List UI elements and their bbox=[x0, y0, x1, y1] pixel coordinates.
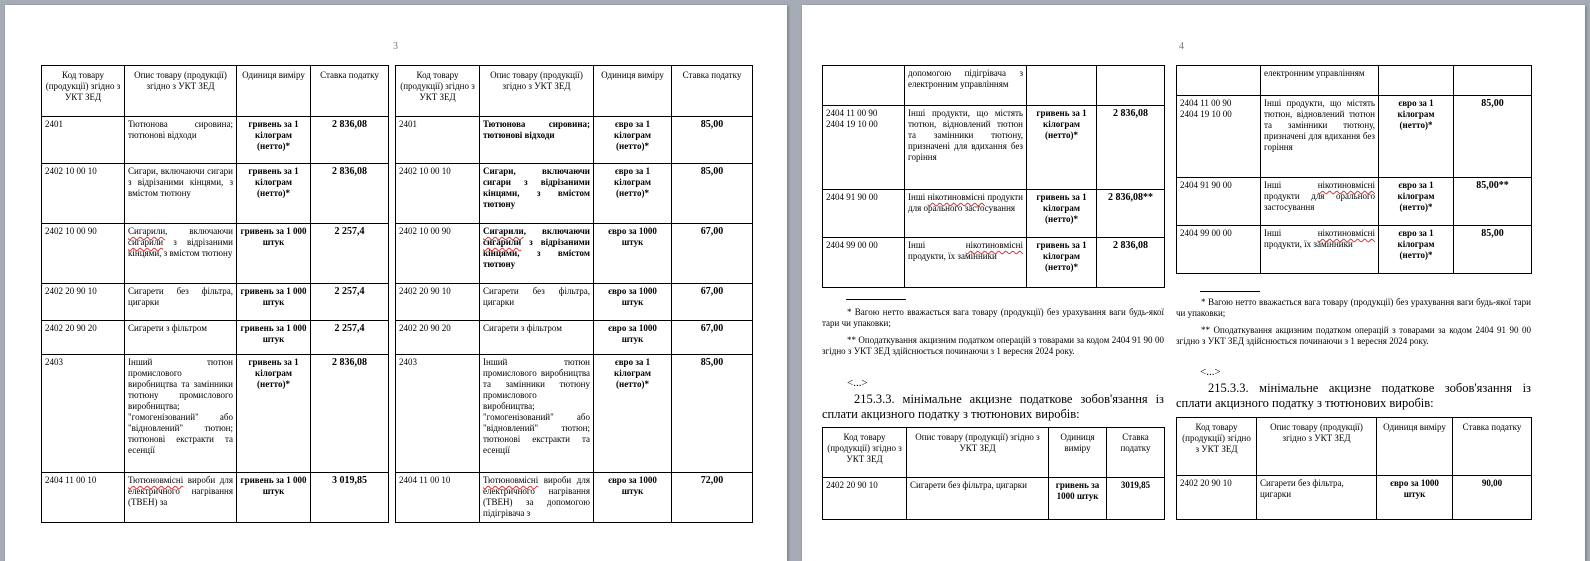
tax-rate-table-uah-continued bbox=[822, 65, 1165, 288]
table-row bbox=[1177, 66, 1532, 96]
cell-description: Сигарети без фільтра, цигарки bbox=[480, 284, 594, 321]
table-row bbox=[396, 321, 753, 355]
cell-unit: гривень за 1 кілограм (нетто)* bbox=[1027, 190, 1097, 238]
cell-rate: 72,00 bbox=[672, 473, 753, 523]
cell-description: Інші нікотиновмісні продукти для орального застосування bbox=[905, 190, 1027, 238]
cell-code: 2402 20 90 10 bbox=[396, 284, 480, 321]
cell-code: 2402 10 00 90 bbox=[396, 224, 480, 284]
header-rate: Ставка податку bbox=[1107, 428, 1165, 478]
ellipsis-marker: <...> bbox=[847, 377, 868, 389]
table-row bbox=[42, 355, 389, 473]
table-row bbox=[396, 473, 753, 523]
cell-rate: 67,00 bbox=[672, 321, 753, 355]
cell-rate: 2 836,08 bbox=[311, 355, 389, 473]
table-row bbox=[823, 478, 1165, 520]
cell-description: Інший тютюн промислового виробництва та замінники тютюну промислового виробництва; "гомогенізований" або "відновлений" тютюн; тютюнові екстракти та есенції bbox=[480, 355, 594, 473]
cell-rate: 67,00 bbox=[672, 284, 753, 321]
table-row bbox=[42, 473, 389, 523]
cell-rate: 90,00 bbox=[1453, 476, 1532, 520]
cell-description: Сигарили, включаючи сигарили з відрізаними кінцями, з вмістом тютюну bbox=[480, 224, 594, 284]
footnote-net-weight: * Вагою нетто вважається вага товару (продукції) без урахування ваги будь-якої тари чи упаковки; bbox=[1176, 297, 1531, 318]
cell-unit: гривень за 1 кілограм (нетто)* bbox=[237, 164, 311, 224]
cell-unit: євро за 1000 штук bbox=[594, 224, 672, 284]
cell-code: 2404 91 90 00 bbox=[823, 190, 905, 238]
cell-description: Сигарети без фільтра, цигарки bbox=[1257, 476, 1377, 520]
cell-unit: гривень за 1 000 штук bbox=[237, 284, 311, 321]
cell-unit: євро за 1 кілограм (нетто)* bbox=[594, 117, 672, 164]
cell-description: Інші нікотиновмісні продукти, їх замінники bbox=[905, 238, 1027, 288]
document-page-3 bbox=[5, 5, 787, 561]
cell-code: 2404 11 00 10 bbox=[42, 473, 125, 523]
cell-description: Тютюновмісні вироби для електричного нагрівання (ТВЕН) за допомогою підігрівача з bbox=[480, 473, 594, 523]
header-description: Опис товару (продукції) згідно з УКТ ЗЕД bbox=[1257, 418, 1377, 476]
cell-rate: 85,00 bbox=[672, 355, 753, 473]
cell-unit: гривень за 1 000 штук bbox=[237, 224, 311, 284]
cell-unit: євро за 1000 штук bbox=[1377, 476, 1453, 520]
page-number: 3 bbox=[393, 41, 398, 52]
cell-code: 2402 20 90 10 bbox=[823, 478, 907, 520]
cell-description: Інші продукти, що містять тютюн, відновлений тютюн та замінники тютюну, призначені для вдихання без горіння bbox=[905, 106, 1027, 190]
footnote-separator bbox=[846, 299, 906, 300]
section-heading: 215.3.3. мінімальне акцизне податкове зобов'язання із сплати акцизного податку з тютюнових виробів: bbox=[822, 392, 1164, 421]
table-row bbox=[396, 284, 753, 321]
cell-description: Інші нікотиновмісні продукти для орального застосування bbox=[1261, 178, 1379, 226]
section-heading: 215.3.3. мінімальне акцизне податкове зобов'язання із сплати акцизного податку з тютюнових виробів: bbox=[1176, 381, 1531, 410]
cell-unit: гривень за 1 000 штук bbox=[237, 473, 311, 523]
cell-unit: євро за 1 кілограм (нетто)* bbox=[594, 164, 672, 224]
cell-unit: євро за 1000 штук bbox=[594, 284, 672, 321]
header-description: Опис товару (продукції) згідно з УКТ ЗЕД bbox=[480, 66, 594, 117]
table-row bbox=[396, 117, 753, 164]
cell-rate: 3 019,85 bbox=[311, 473, 389, 523]
cell-rate: 2 836,08 bbox=[311, 164, 389, 224]
cell-description: Сигарили, включаючи сигарили з відрізаними кінцями, з вмістом тютюну bbox=[125, 224, 237, 284]
header-unit: Одиниця виміру bbox=[1377, 418, 1453, 476]
cell-rate bbox=[1097, 66, 1165, 106]
cell-rate: 2 257,4 bbox=[311, 224, 389, 284]
cell-description: Тютюнова сировина; тютюнові відходи bbox=[125, 117, 237, 164]
cell-code: 2402 10 00 90 bbox=[42, 224, 125, 284]
cell-code: 2404 11 00 10 bbox=[396, 473, 480, 523]
tax-rate-table-eur bbox=[395, 65, 753, 523]
cell-code: 2402 10 00 10 bbox=[396, 164, 480, 224]
cell-rate: 85,00 bbox=[672, 164, 753, 224]
cell-description: Інші нікотиновмісні продукти, їх замінники bbox=[1261, 226, 1379, 274]
cell-description: Інший тютюн промислового виробництва та замінники тютюну промислового виробництва; "гомогенізований" або "відновлений" тютюн; тютюнові екстракти та есенції bbox=[125, 355, 237, 473]
cell-unit: гривень за 1 кілограм (нетто)* bbox=[237, 117, 311, 164]
table-row bbox=[823, 66, 1165, 106]
cell-unit: євро за 1 кілограм (нетто)* bbox=[594, 355, 672, 473]
cell-rate: 2 836,08 bbox=[311, 117, 389, 164]
ellipsis-marker: <...> bbox=[1200, 366, 1221, 378]
cell-rate: 67,00 bbox=[672, 224, 753, 284]
cell-rate: 3019,85 bbox=[1107, 478, 1165, 520]
tax-rate-table-uah bbox=[41, 65, 389, 523]
header-description: Опис товару (продукції) згідно з УКТ ЗЕД bbox=[907, 428, 1049, 478]
minimum-tax-table-uah bbox=[822, 427, 1165, 520]
table-row bbox=[42, 164, 389, 224]
cell-unit: євро за 1000 штук bbox=[594, 473, 672, 523]
table-row bbox=[42, 117, 389, 164]
cell-unit: гривень за 1 кілограм (нетто)* bbox=[1027, 238, 1097, 288]
table-row bbox=[823, 238, 1165, 288]
cell-unit: гривень за 1000 штук bbox=[1049, 478, 1107, 520]
header-unit: Одиниця виміру bbox=[1049, 428, 1107, 478]
cell-description: допомогою підігрівача з електронним управлінням bbox=[905, 66, 1027, 106]
table-header-row bbox=[42, 66, 389, 117]
cell-code bbox=[823, 66, 905, 106]
table-row bbox=[1177, 226, 1532, 274]
cell-rate: 2 257,4 bbox=[311, 321, 389, 355]
header-description: Опис товару (продукції) згідно з УКТ ЗЕД bbox=[125, 66, 237, 117]
cell-rate: 2 836,08** bbox=[1097, 190, 1165, 238]
table-row bbox=[396, 164, 753, 224]
header-rate: Ставка податку bbox=[1453, 418, 1532, 476]
footnote-taxation-start: ** Оподаткування акцизним податком операцій з товарами за кодом 2404 91 90 00 згідно з УКТ ЗЕД здійснюється починаючи з 1 вересня 2024 року. bbox=[1176, 325, 1531, 346]
table-row bbox=[42, 284, 389, 321]
cell-rate: 85,00 bbox=[1454, 226, 1532, 274]
table-row bbox=[42, 321, 389, 355]
cell-unit bbox=[1027, 66, 1097, 106]
header-code: Код товару (продукції) згідно з УКТ ЗЕД bbox=[42, 66, 125, 117]
cell-rate: 85,00** bbox=[1454, 178, 1532, 226]
cell-rate: 85,00 bbox=[672, 117, 753, 164]
header-code: Код товару (продукції) згідно з УКТ ЗЕД bbox=[823, 428, 907, 478]
table-row bbox=[823, 190, 1165, 238]
cell-description: Інші продукти, що містять тютюн, відновлений тютюн та замінники тютюну, призначені для вдихання без горіння bbox=[1261, 96, 1379, 178]
table-header-row bbox=[396, 66, 753, 117]
cell-description: Сигарети з фільтром bbox=[480, 321, 594, 355]
cell-code: 2403 bbox=[42, 355, 125, 473]
header-unit: Одиниця виміру bbox=[594, 66, 672, 117]
table-header-row bbox=[1177, 418, 1532, 476]
document-page-4 bbox=[802, 5, 1585, 561]
footnote-net-weight: * Вагою нетто вважається вага товару (продукції) без урахування ваги будь-якої тари чи упаковки; bbox=[822, 307, 1164, 328]
table-row bbox=[1177, 178, 1532, 226]
table-row bbox=[823, 106, 1165, 190]
table-header-row bbox=[823, 428, 1165, 478]
footnote-taxation-start: ** Оподаткування акцизним податком операцій з товарами за кодом 2404 91 90 00 згідно з УКТ ЗЕД здійснюється починаючи з 1 вересня 2024 року. bbox=[822, 335, 1164, 356]
cell-unit: євро за 1 кілограм (нетто)* bbox=[1379, 226, 1454, 274]
cell-description: Сигари, включаючи сигари з відрізаними кінцями, з вмістом тютюну bbox=[480, 164, 594, 224]
cell-code: 2401 bbox=[42, 117, 125, 164]
cell-code: 2402 20 90 20 bbox=[396, 321, 480, 355]
cell-description: Сигарети без фільтра, цигарки bbox=[907, 478, 1049, 520]
cell-code: 2402 20 90 10 bbox=[1177, 476, 1257, 520]
cell-unit: гривень за 1 кілограм (нетто)* bbox=[1027, 106, 1097, 190]
tax-rate-table-eur-continued bbox=[1176, 65, 1532, 274]
cell-unit: гривень за 1 000 штук bbox=[237, 321, 311, 355]
footnote-separator bbox=[1200, 291, 1260, 292]
cell-unit bbox=[1379, 66, 1454, 96]
cell-rate bbox=[1454, 66, 1532, 96]
cell-code: 2404 91 90 00 bbox=[1177, 178, 1261, 226]
header-rate: Ставка податку bbox=[672, 66, 753, 117]
header-rate: Ставка податку bbox=[311, 66, 389, 117]
cell-code bbox=[1177, 66, 1261, 96]
table-row bbox=[396, 355, 753, 473]
cell-code: 2401 bbox=[396, 117, 480, 164]
cell-description: Сигари, включаючи сигари з відрізаними кінцями, з вмістом тютюну bbox=[125, 164, 237, 224]
cell-code: 2404 11 00 90 2404 19 10 00 bbox=[823, 106, 905, 190]
header-code: Код товару (продукції) згідно з УКТ ЗЕД bbox=[396, 66, 480, 117]
page-number: 4 bbox=[1179, 41, 1184, 52]
cell-description: Тютюновмісні вироби для електричного нагрівання (ТВЕН) за bbox=[125, 473, 237, 523]
table-row bbox=[396, 224, 753, 284]
cell-rate: 2 836,08 bbox=[1097, 106, 1165, 190]
cell-code: 2403 bbox=[396, 355, 480, 473]
cell-code: 2402 10 00 10 bbox=[42, 164, 125, 224]
header-unit: Одиниця виміру bbox=[237, 66, 311, 117]
cell-description: Сигарети без фільтра, цигарки bbox=[125, 284, 237, 321]
cell-code: 2402 20 90 10 bbox=[42, 284, 125, 321]
minimum-tax-table-eur bbox=[1176, 417, 1532, 520]
cell-unit: євро за 1 кілограм (нетто)* bbox=[1379, 178, 1454, 226]
table-row bbox=[1177, 476, 1532, 520]
cell-description: електронним управлінням bbox=[1261, 66, 1379, 96]
header-code: Код товару (продукції) згідно з УКТ ЗЕД bbox=[1177, 418, 1257, 476]
cell-description: Тютюнова сировина; тютюнові відходи bbox=[480, 117, 594, 164]
cell-code: 2404 99 00 00 bbox=[823, 238, 905, 288]
cell-rate: 85,00 bbox=[1454, 96, 1532, 178]
cell-description: Сигарети з фільтром bbox=[125, 321, 237, 355]
table-row bbox=[1177, 96, 1532, 178]
cell-unit: гривень за 1 кілограм (нетто)* bbox=[237, 355, 311, 473]
cell-code: 2404 99 00 00 bbox=[1177, 226, 1261, 274]
cell-unit: євро за 1000 штук bbox=[594, 321, 672, 355]
cell-code: 2404 11 00 90 2404 19 10 00 bbox=[1177, 96, 1261, 178]
cell-rate: 2 257,4 bbox=[311, 284, 389, 321]
cell-rate: 2 836,08 bbox=[1097, 238, 1165, 288]
cell-unit: євро за 1 кілограм (нетто)* bbox=[1379, 96, 1454, 178]
table-row bbox=[42, 224, 389, 284]
cell-code: 2402 20 90 20 bbox=[42, 321, 125, 355]
